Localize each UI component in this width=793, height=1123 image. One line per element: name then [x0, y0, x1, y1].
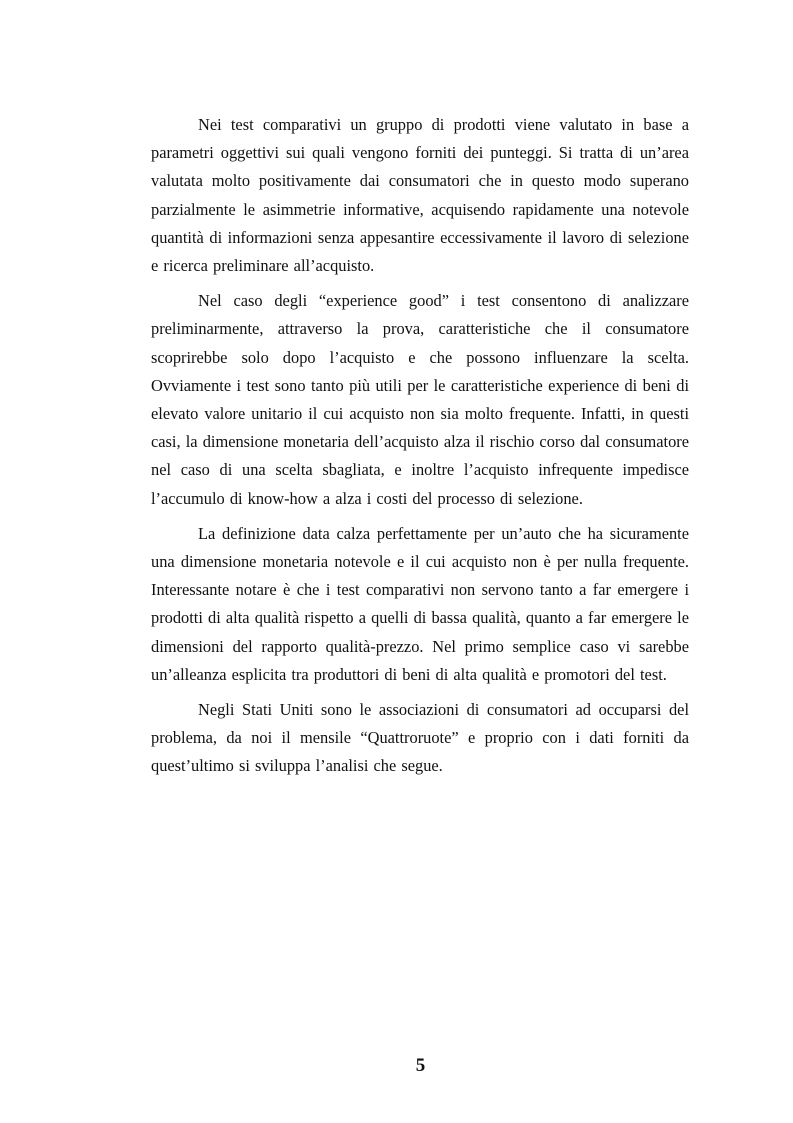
- paragraph-4: Negli Stati Uniti sono le associazioni di consumatori ad occuparsi del problema, da noi il mensile “Quattroruote” e proprio con i dati forniti da quest’ultimo si sviluppa l’analisi che segue.: [151, 700, 689, 776]
- paragraph-2: Nel caso degli “experience good” i test consentono di analizzare preliminarmente, attraverso la prova, caratteristiche che il consumatore scoprirebbe solo dopo l’acquisto e che possono influenzare la scelta. Ovviamente i test sono tanto più utili per le caratteristiche experience di beni di elevato valore unitario il cui acquisto non sia molto frequente. Infatti, in questi casi, la dimensione monetaria dell’acquisto alza il rischio corso dal consumatore nel caso di una scelta sbagliata, e inoltre l’acquisto infrequente impedisce l’accumulo di know-how a alza i costi del processo di selezione.: [151, 291, 689, 508]
- body-text: [151, 111, 689, 788]
- page-number: 5: [415, 1055, 426, 1076]
- paragraph-1: Nei test comparativi un gruppo di prodotti viene valutato in base a parametri oggettivi sui quali vengono forniti dei punteggi. Si tratta di un’area valutata molto positivamente dai consumatori che in questo modo superano parzialmente le asimmetrie informative, acquisendo rapidamente una notevole quantità di informazioni senza appesantire eccessivamente il lavoro di selezione e ricerca preliminare all’acquisto.: [151, 115, 689, 276]
- paragraph-3: La definizione data calza perfettamente per un’auto che ha sicuramente una dimensione monetaria notevole e il cui acquisto non è per nulla frequente. Interessante notare è che i test comparativi non servono tanto a far emergere i prodotti di alta qualità rispetto a quelli di bassa qualità, quanto a far emergere le dimensioni del rapporto qualità-prezzo. Nel primo semplice caso vi sarebbe un’alleanza esplicita tra produttori di beni di alta qualità e promotori del test.: [151, 523, 689, 684]
